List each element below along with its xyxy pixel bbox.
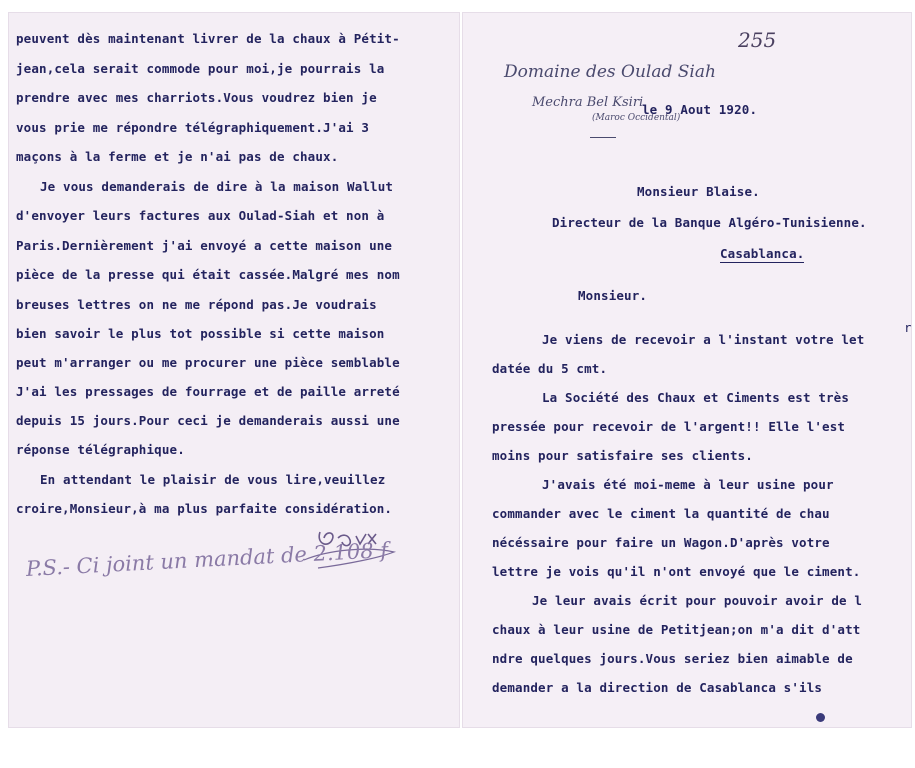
margin-mark: r bbox=[904, 320, 912, 335]
left-letter-page bbox=[8, 12, 460, 728]
letter-line: pressée pour recevoir de l'argent!! Elle l'est bbox=[492, 419, 846, 434]
letter-line: nécéssaire pour faire un Wagon.D'après votre bbox=[492, 535, 830, 550]
letter-line: La Société des Chaux et Ciments est très bbox=[542, 390, 850, 405]
letter-line: Je vous demanderais de dire à la maison Wallut bbox=[40, 179, 394, 194]
letter-line: Paris.Dernièrement j'ai envoyé a cette maison une bbox=[16, 238, 393, 253]
letter-line: datée du 5 cmt. bbox=[492, 361, 608, 376]
letter-line: pièce de la presse qui était cassée.Malgré mes nom bbox=[16, 267, 400, 282]
salutation: Monsieur. bbox=[578, 288, 648, 303]
letter-line: croire,Monsieur,à ma plus parfaite considération. bbox=[16, 501, 393, 516]
ink-spot bbox=[816, 713, 825, 722]
recipient-name: Monsieur Blaise. bbox=[637, 184, 760, 199]
folio-number: 255 bbox=[738, 28, 777, 52]
letter-line: lettre je vois qu'il n'ont envoyé que le ciment. bbox=[492, 564, 861, 579]
letter-line: depuis 15 jours.Pour ceci je demanderais aussi une bbox=[16, 413, 400, 428]
letter-line: ndre quelques jours.Vous seriez bien aimable de bbox=[492, 651, 853, 666]
letterhead-name: Domaine des Oulad Siah bbox=[504, 62, 716, 82]
letter-date: le 9 Aout 1920. bbox=[642, 102, 758, 117]
letter-line: Je leur avais écrit pour pouvoir avoir de l bbox=[532, 593, 863, 608]
letter-line: vous prie me répondre télégraphiquement.J'ai 3 bbox=[16, 120, 370, 135]
letter-line: demander a la direction de Casablanca s'ils bbox=[492, 680, 823, 695]
letter-line: prendre avec mes charriots.Vous voudrez bien je bbox=[16, 90, 377, 105]
letter-line: moins pour satisfaire ses clients. bbox=[492, 448, 753, 463]
letterhead-region: (Maroc Occidental) bbox=[592, 113, 681, 123]
right-letter-page bbox=[462, 12, 912, 728]
letter-line: chaux à leur usine de Petitjean;on m'a dit d'att bbox=[492, 622, 861, 637]
handwritten-postscript: P.S.- Ci joint un mandat de 2.108 f bbox=[25, 538, 389, 581]
letterhead-rule bbox=[590, 137, 616, 138]
recipient-city: Casablanca. bbox=[720, 246, 805, 261]
letter-line: d'envoyer leurs factures aux Oulad-Siah et non à bbox=[16, 208, 385, 223]
letter-line: breuses lettres on ne me répond pas.Je voudrais bbox=[16, 297, 377, 312]
letter-line: peut m'arranger ou me procurer une pièce semblable bbox=[16, 355, 400, 370]
letter-line: Je viens de recevoir a l'instant votre let bbox=[542, 332, 865, 347]
letter-line: En attendant le plaisir de vous lire,veuillez bbox=[40, 472, 386, 487]
recipient-title: Directeur de la Banque Algéro-Tunisienne. bbox=[552, 215, 867, 230]
letter-line: peuvent dès maintenant livrer de la chaux à Pétit- bbox=[16, 31, 400, 46]
letter-line: commander avec le ciment la quantité de chau bbox=[492, 506, 830, 521]
letter-line: jean,cela serait commode pour moi,je pourrais la bbox=[16, 61, 385, 76]
letter-line: J'ai les pressages de fourrage et de paille arreté bbox=[16, 384, 400, 399]
letter-line: maçons à la ferme et je n'ai pas de chaux. bbox=[16, 149, 339, 164]
letter-line: réponse télégraphique. bbox=[16, 442, 185, 457]
letter-line: bien savoir le plus tot possible si cette maison bbox=[16, 326, 385, 341]
letter-line: J'avais été moi-meme à leur usine pour bbox=[542, 477, 834, 492]
letterhead-place: Mechra Bel Ksiri bbox=[532, 95, 644, 110]
